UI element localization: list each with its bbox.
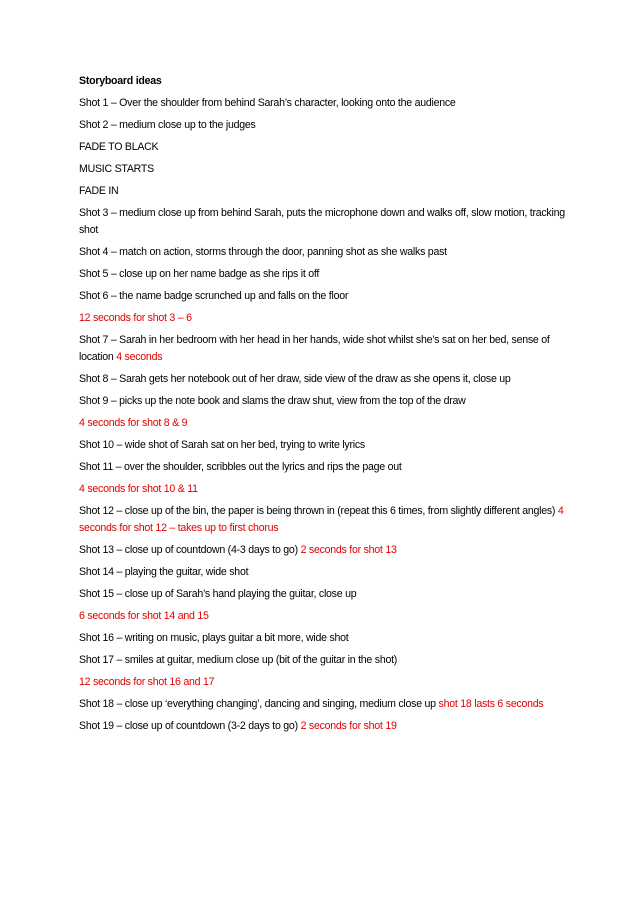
timing-note: 12 seconds for shot 3 – 6 [79,312,192,324]
shot-description: Shot 17 – smiles at guitar, medium close up (bit of the guitar in the shot) [79,654,398,666]
timing-note: 4 seconds for shot 8 & 9 [79,417,188,429]
storyboard-line [79,161,579,178]
storyboard-line [79,437,579,454]
storyboard-line [79,503,579,537]
shot-description: Shot 11 – over the shoulder, scribbles out the lyrics and rips the page out [79,461,402,473]
storyboard-line [79,183,579,200]
shot-description: Shot 3 – medium close up from behind Sarah, puts the microphone down and walks off, slow motion, tracking shot [79,207,565,236]
timing-note: 4 seconds for shot 12 – takes up to first chorus [79,505,564,534]
shot-description: Shot 8 – Sarah gets her notebook out of her draw, side view of the draw as she opens it, close up [79,373,511,385]
storyboard-line [79,674,579,691]
shot-description: Shot 10 – wide shot of Sarah sat on her bed, trying to write lyrics [79,439,365,451]
storyboard-line [79,205,579,239]
storyboard-line [79,696,579,713]
storyboard-line [79,481,579,498]
shot-description: Shot 9 – picks up the note book and slams the draw shut, view from the top of the draw [79,395,466,407]
document-title: Storyboard ideas [79,75,162,87]
storyboard-line [79,288,579,305]
shot-description: Shot 2 – medium close up to the judges [79,119,256,131]
storyboard-line [79,652,579,669]
storyboard-line [79,332,579,366]
storyboard-line [79,415,579,432]
shot-description: MUSIC STARTS [79,163,154,175]
shot-description: Shot 18 – close up ‘everything changing’, dancing and singing, medium close up [79,698,439,710]
timing-note: 2 seconds for shot 19 [300,720,397,732]
shot-description: Shot 14 – playing the guitar, wide shot [79,566,249,578]
storyboard-line [79,564,579,581]
shot-description: Shot 16 – writing on music, plays guitar a bit more, wide shot [79,632,349,644]
shot-description: Shot 5 – close up on her name badge as she rips it off [79,268,320,280]
storyboard-line [79,630,579,647]
shot-description: Shot 1 – Over the shoulder from behind Sarah’s character, looking onto the audience [79,97,456,109]
timing-note: shot 18 lasts 6 seconds [438,698,544,710]
shot-description: Shot 12 – close up of the bin, the paper is being thrown in (repeat this 6 times, from slightly different angles) [79,505,558,517]
storyboard-line [79,117,579,134]
storyboard-line [79,393,579,410]
shot-description: FADE TO BLACK [79,141,159,153]
storyboard-line [79,266,579,283]
storyboard-line [79,139,579,156]
storyboard-line [79,95,579,112]
shot-description: FADE IN [79,185,119,197]
storyboard-line [79,244,579,261]
shot-description: Shot 13 – close up of countdown (4-3 days to go) [79,544,301,556]
timing-note: 2 seconds for shot 13 [300,544,397,556]
storyboard-line [79,718,579,735]
shot-description: Shot 7 – Sarah in her bedroom with her head in her hands, wide shot whilst she’s sat on her bed, sense of location [79,334,550,363]
storyboard-line [79,371,579,388]
document-page [79,73,579,740]
storyboard-line [79,542,579,559]
storyboard-line [79,310,579,327]
timing-note: 6 seconds for shot 14 and 15 [79,610,209,622]
timing-note: 4 seconds for shot 10 & 11 [79,483,198,495]
timing-note: 4 seconds [116,351,163,363]
timing-note: 12 seconds for shot 16 and 17 [79,676,215,688]
shot-description: Shot 6 – the name badge scrunched up and falls on the floor [79,290,349,302]
storyboard-line [79,608,579,625]
storyboard-line [79,459,579,476]
shot-description: Shot 4 – match on action, storms through the door, panning shot as she walks past [79,246,447,258]
shot-description: Shot 19 – close up of countdown (3-2 days to go) [79,720,301,732]
shot-description: Shot 15 – close up of Sarah’s hand playing the guitar, close up [79,588,357,600]
storyboard-line [79,586,579,603]
storyboard-list [79,95,579,735]
